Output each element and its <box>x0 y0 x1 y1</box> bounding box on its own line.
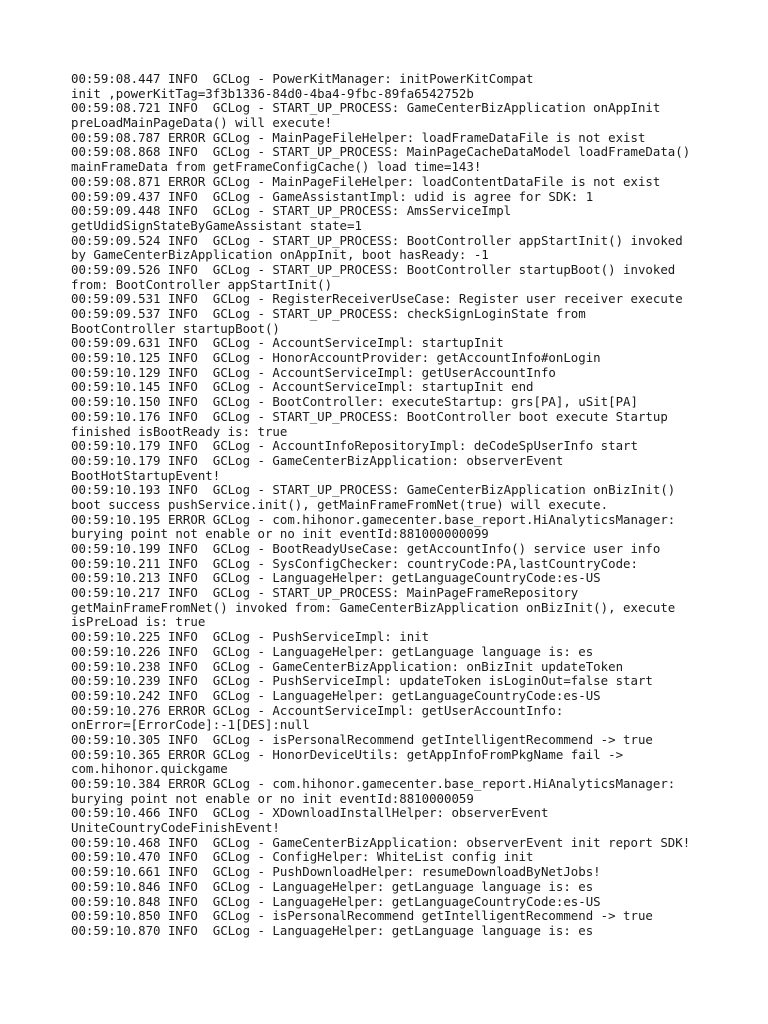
log-line: 00:59:10.466 INFO GCLog - XDownloadInstallHelper: observerEvent <box>71 805 549 821</box>
log-line: preLoadMainPageData() will execute! <box>71 115 333 131</box>
log-line: 00:59:10.179 INFO GCLog - GameCenterBizApplication: observerEvent <box>71 452 564 468</box>
log-line: burying point not enable or no init eventId:8810000059 <box>71 790 474 806</box>
log-line: 00:59:10.470 INFO GCLog - ConfigHelper: WhiteList config init <box>71 849 534 865</box>
log-line: com.hihonor.quickgame <box>71 761 228 777</box>
log-line: isPreLoad is: true <box>71 614 206 630</box>
log-line: 00:59:10.850 INFO GCLog - isPersonalRecommend getIntelligentRecommend -> true <box>71 908 653 924</box>
log-line: 00:59:08.871 ERROR GCLog - MainPageFileHelper: loadContentDataFile is not exist <box>71 173 661 189</box>
log-line: 00:59:08.787 ERROR GCLog - MainPageFileHelper: loadFrameDataFile is not exist <box>71 129 646 145</box>
log-line: getMainFrameFromNet() invoked from: GameCenterBizApplication onBizInit(), execute <box>71 599 676 615</box>
log-line: 00:59:10.238 INFO GCLog - GameCenterBizApplication: onBizInit updateToken <box>71 658 624 674</box>
log-line: 00:59:10.217 INFO GCLog - START_UP_PROCESS: MainPageFrameRepository <box>71 585 579 601</box>
log-line: 00:59:09.437 INFO GCLog - GameAssistantImpl: udid is agree for SDK: 1 <box>71 188 594 204</box>
log-line: UniteCountryCodeFinishEvent! <box>71 820 280 836</box>
log-line: 00:59:08.721 INFO GCLog - START_UP_PROCESS: GameCenterBizApplication onAppInit <box>71 100 661 116</box>
log-line: 00:59:10.125 INFO GCLog - HonorAccountProvider: getAccountInfo#onLogin <box>71 350 601 366</box>
log-line: 00:59:10.129 INFO GCLog - AccountServiceImpl: getUserAccountInfo <box>71 364 556 380</box>
log-line: 00:59:10.242 INFO GCLog - LanguageHelper: getLanguageCountryCode:es-US <box>71 687 601 703</box>
log-line: 00:59:09.526 INFO GCLog - START_UP_PROCESS: BootController startupBoot() invoked <box>71 261 676 277</box>
log-line: getUdidSignStateByGameAssistant state=1 <box>71 217 362 233</box>
log-line: 00:59:10.239 INFO GCLog - PushServiceImpl: updateToken isLoginOut=false start <box>71 673 653 689</box>
log-line: 00:59:10.150 INFO GCLog - BootController: executeStartup: grs[PA], uSit[PA] <box>71 394 638 410</box>
log-line: 00:59:09.524 INFO GCLog - START_UP_PROCESS: BootController appStartInit() invoked <box>71 232 683 248</box>
log-line: 00:59:08.868 INFO GCLog - START_UP_PROCESS: MainPageCacheDataModel loadFrameData() <box>71 144 691 160</box>
log-line: 00:59:10.145 INFO GCLog - AccountServiceImpl: startupInit end <box>71 379 534 395</box>
log-line: 00:59:10.468 INFO GCLog - GameCenterBizApplication: observerEvent init report SDK! <box>71 834 691 850</box>
log-line: 00:59:10.211 INFO GCLog - SysConfigChecker: countryCode:PA,lastCountryCode: <box>71 555 638 571</box>
log-line: 00:59:10.225 INFO GCLog - PushServiceImpl: init <box>71 629 430 645</box>
log-line: 00:59:09.537 INFO GCLog - START_UP_PROCESS: checkSignLoginState from <box>71 306 586 321</box>
log-line: 00:59:10.213 INFO GCLog - LanguageHelper: getLanguageCountryCode:es-US <box>71 570 601 586</box>
log-line: 00:59:10.384 ERROR GCLog - com.hihonor.gamecenter.base_report.HiAnalyticsManager: <box>71 776 676 791</box>
log-line: init ,powerKitTag=3f3b1336-84d0-4ba4-9fbc-89fa6542752b <box>71 85 474 101</box>
log-line: 00:59:10.848 INFO GCLog - LanguageHelper: getLanguageCountryCode:es-US <box>71 893 601 909</box>
log-line: 00:59:09.448 INFO GCLog - START_UP_PROCESS: AmsServiceImpl <box>71 203 512 219</box>
log-line: 00:59:10.305 INFO GCLog - isPersonalRecommend getIntelligentRecommend -> true <box>71 731 653 747</box>
log-line: 00:59:10.193 INFO GCLog - START_UP_PROCESS: GameCenterBizApplication onBizInit() <box>71 482 676 498</box>
log-line: 00:59:10.276 ERROR GCLog - AccountServiceImpl: getUserAccountInfo: <box>71 702 564 718</box>
log-text-block <box>71 72 751 939</box>
log-line: boot success pushService.init(), getMainFrameFromNet(true) will execute. <box>71 496 609 512</box>
log-line: 00:59:10.176 INFO GCLog - START_UP_PROCESS: BootController boot execute Startup <box>71 408 668 424</box>
log-line: mainFrameData from getFrameConfigCache() load time=143! <box>71 159 482 175</box>
log-line: 00:59:10.226 INFO GCLog - LanguageHelper: getLanguage language is: es <box>71 643 594 659</box>
log-line: 00:59:10.179 INFO GCLog - AccountInfoRepositoryImpl: deCodeSpUserInfo start <box>71 438 638 454</box>
log-line: 00:59:09.531 INFO GCLog - RegisterReceiverUseCase: Register user receiver execute <box>71 291 683 307</box>
log-line: finished isBootReady is: true <box>71 423 288 439</box>
log-line: 00:59:10.195 ERROR GCLog - com.hihonor.gamecenter.base_report.HiAnalyticsManager: <box>71 511 676 527</box>
log-line: 00:59:08.447 INFO GCLog - PowerKitManager: initPowerKitCompat <box>71 71 534 86</box>
log-line: burying point not enable or no init eventId:881000000099 <box>71 526 489 542</box>
log-line: 00:59:10.846 INFO GCLog - LanguageHelper: getLanguage language is: es <box>71 878 594 894</box>
log-line: BootController startupBoot() <box>71 320 280 336</box>
log-line: 00:59:10.661 INFO GCLog - PushDownloadHelper: resumeDownloadByNetJobs! <box>71 864 601 880</box>
log-line: 00:59:09.631 INFO GCLog - AccountServiceImpl: startupInit <box>71 335 504 351</box>
log-line: from: BootController appStartInit() <box>71 276 333 292</box>
log-line: onError=[ErrorCode]:-1[DES]:null <box>71 717 310 733</box>
log-line: BootHotStartupEvent! <box>71 467 221 483</box>
log-line: 00:59:10.870 INFO GCLog - LanguageHelper: getLanguage language is: es <box>71 922 594 938</box>
log-line: 00:59:10.365 ERROR GCLog - HonorDeviceUtils: getAppInfoFromPkgName fail -> <box>71 746 624 762</box>
log-line: 00:59:10.199 INFO GCLog - BootReadyUseCase: getAccountInfo() service user info <box>71 541 661 556</box>
log-line: by GameCenterBizApplication onAppInit, boot hasReady: -1 <box>71 247 489 263</box>
